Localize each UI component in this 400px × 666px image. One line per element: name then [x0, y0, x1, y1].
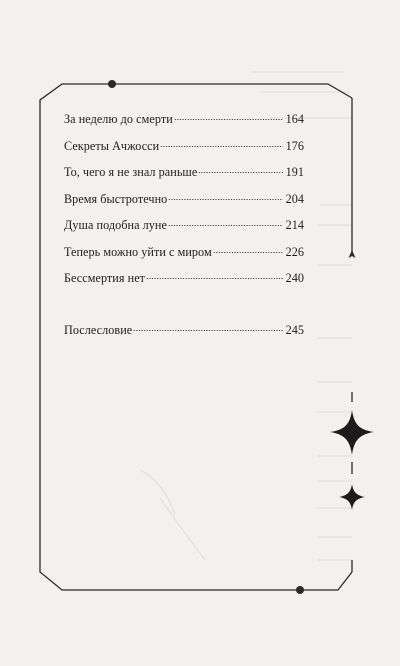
arrowhead-icon [349, 250, 356, 258]
dot-leader [213, 251, 283, 254]
toc-entry-title: Время быстротечно [64, 191, 168, 206]
toc-entry-page: 176 [285, 138, 304, 153]
four-point-star-icon [339, 484, 365, 510]
dot-ornament-icon [296, 586, 304, 594]
toc-entry[interactable] [64, 192, 304, 219]
toc-entry-title: Бессмертия нет [64, 271, 146, 285]
toc-entry-page: 240 [285, 271, 304, 285]
four-point-star-icon [330, 410, 374, 455]
dot-leader [174, 118, 283, 121]
dot-leader [168, 198, 283, 201]
dot-leader [198, 171, 283, 174]
toc-entry[interactable] [64, 271, 304, 298]
toc-entry-title: Душа подобна луне [64, 218, 167, 232]
dot-leader [133, 329, 283, 332]
toc-entry-title: Послесловие [64, 322, 133, 337]
toc-entry[interactable] [64, 139, 304, 166]
toc-entry[interactable] [64, 112, 304, 139]
toc-entry-page: 164 [285, 112, 304, 126]
dot-leader [168, 224, 283, 227]
dot-leader [146, 277, 283, 280]
toc-entry-title: То, чего я не знал раньше [64, 165, 198, 179]
toc-entry-page: 245 [285, 322, 304, 337]
toc-entry-page: 214 [285, 218, 304, 232]
toc-entry-page: 191 [285, 165, 304, 179]
toc-entry-title: Теперь можно уйти с миром [64, 244, 212, 259]
toc-entry-page: 204 [285, 191, 304, 206]
dot-ornament-icon [108, 80, 116, 88]
toc-entry-title: Секреты Ачжосси [64, 138, 160, 153]
toc-entry-afterword[interactable] [64, 323, 304, 350]
toc-entry-title: За неделю до смерти [64, 112, 173, 126]
toc-entry[interactable] [64, 165, 304, 192]
table-of-contents [64, 112, 304, 349]
toc-entry[interactable] [64, 245, 304, 272]
toc-entry[interactable] [64, 218, 304, 245]
toc-entry-page: 226 [285, 244, 304, 259]
dot-leader [160, 145, 283, 148]
